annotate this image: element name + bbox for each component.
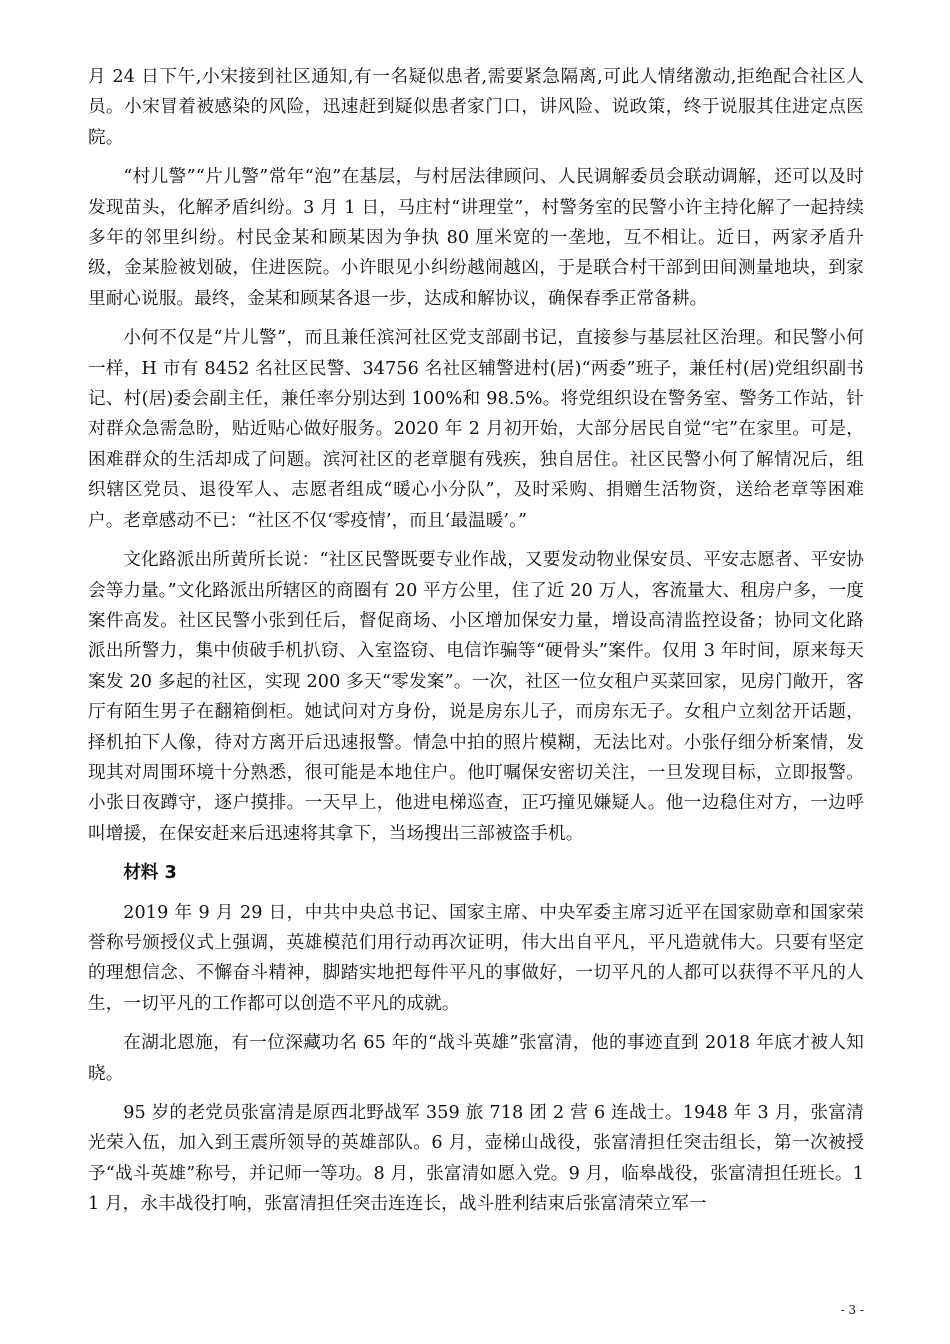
section-heading: 材料 3 <box>123 863 177 884</box>
document-body <box>88 62 864 1229</box>
paragraph-6: 在湖北恩施，有一位深藏功名 65 年的“战斗英雄”张富清，他的事迹直到 2018 年底才被人知晓。 <box>88 1033 864 1084</box>
paragraph-7: 95 岁的老党员张富清是原西北野战军 359 旅 718 团 2 营 6 连战士。1948 年 3 月，张富清光荣入伍，加入到王震所领导的英雄部队。6 月，壶梯山战役，张富清担任突击组长，第一次被授予“战斗英雄”称号，并记师一等功。8 月，张富清如愿入党。9 月，临皋战役，张富清担任班长。11 月，永丰战役打响，张富清担任突击连连长，战斗胜利结束后张富清荣立军一 <box>88 1103 864 1215</box>
paragraph-1: 月 24 日下午,小宋接到社区通知,有一名疑似患者,需要紧急隔离,可此人情绪激动,拒绝配合社区人员。小宋冒着被感染的风险，迅速赶到疑似患者家门口，讲风险、说政策，终于说服其住进定点医院。 <box>88 67 864 148</box>
page-number: - 3 - <box>840 1303 864 1317</box>
paragraph-3: 小何不仅是“片儿警”，而且兼任滨河社区党支部副书记，直接参与基层社区治理。和民警小何一样，H 市有 8452 名社区民警、34756 名社区辅警进村(居)“两委”班子，兼任村(居)党组织副书记、村(居)委会副主任，兼任率分别达到 100%和 98.5%。将党组织设在警务室、警务工作站，针对群众急需急盼，贴近贴心做好服务。2020 年 2 月初开始，大部分居民自觉“宅”在家里。可是，困难群众的生活却成了问题。滨河社区的老章腿有残疾，独自居住。社区民警小何了解情况后，组织辖区党员、退役军人、志愿者组成“暖心小分队”，及时采购、捐赠生活物资，送给老章等困难户。老章感动不已：“社区不仅‘零疫情’，而且‘最温暖’。” <box>88 328 864 531</box>
paragraph-5: 2019 年 9 月 29 日，中共中央总书记、国家主席、中央军委主席习近平在国家勋章和国家荣誉称号颁授仪式上强调，英雄模范们用行动再次证明，伟大出自平凡，平凡造就伟大。只要有坚定的理想信念、不懈奋斗精神，脚踏实地把每件平凡的事做好，一切平凡的人都可以获得不平凡的人生，一切平凡的工作都可以创造不平凡的成就。 <box>88 902 864 1014</box>
paragraph-4: 文化路派出所黄所长说：“社区民警既要专业作战，又要发动物业保安员、平安志愿者、平安协会等力量。”文化路派出所辖区的商圈有 20 平方公里，住了近 20 万人，客流量大、租房户多，一度案件高发。社区民警小张到任后，督促商场、小区增加保安力量，增设高清监控设备；协同文化路派出所警力，集中侦破手机扒窃、入室盗窃、电信诈骗等“硬骨头”案件。仅用 3 年时间，原来每天案发 20 多起的社区，实现 200 多天“零发案”。一次，社区一位女租户买菜回家，见房门敞开，客厅有陌生男子在翻箱倒柜。她试问对方身份，说是房东儿子，而房东无子。女租户立刻岔开话题，择机拍下人像，待对方离开后迅速报警。情急中拍的照片模糊，无法比对。小张仔细分析案情，发现其对周围环境十分熟悉，很可能是本地住户。他叮嘱保安密切关注，一旦发现目标，立即报警。小张日夜蹲守，逐户摸排。一天早上，他进电梯巡查，正巧撞见嫌疑人。他一边稳住对方，一边呼叫增援，在保安赶来后迅速将其拿下，当场搜出三部被盗手机。 <box>88 550 864 844</box>
paragraph-2: “村儿警”“片儿警”常年“泡”在基层，与村居法律顾问、人民调解委员会联动调解，还可以及时发现苗头，化解矛盾纠纷。3 月 1 日，马庄村“讲理堂”，村警务室的民警小许主持化解了一起持续多年的邻里纠纷。村民金某和顾某因为争执 80 厘米宽的一垄地，互不相让。近日，两家矛盾升级，金某脸被划破，住进医院。小许眼见小纠纷越闹越凶，于是联合村干部到田间测量地块，到家里耐心说服。最终，金某和顾某各退一步，达成和解协议，确保春季正常备耕。 <box>88 167 864 309</box>
